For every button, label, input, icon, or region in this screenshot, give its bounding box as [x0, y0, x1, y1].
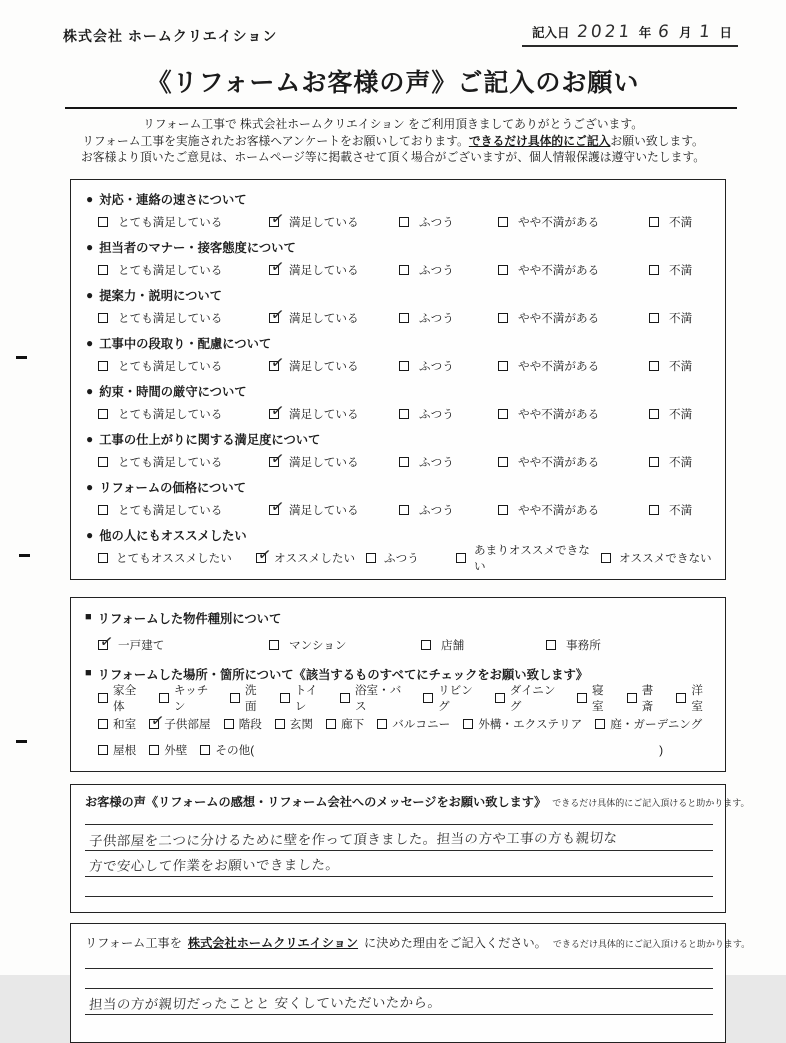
- binding-mark: [16, 740, 27, 743]
- checkbox-option[interactable]: [269, 502, 399, 518]
- checkbox-unchecked-icon[interactable]: [280, 693, 290, 703]
- survey-question: [86, 381, 715, 426]
- reason-company-name: 株式会社ホームクリエイション: [187, 935, 359, 950]
- date-label: 記入日: [532, 26, 570, 40]
- option-label: ふつう: [419, 263, 454, 277]
- handwritten-answer-line[interactable]: [85, 825, 713, 851]
- option-label: やや不満がある: [518, 455, 600, 469]
- checkbox-unchecked-icon[interactable]: [275, 719, 285, 729]
- option-label: ふつう: [419, 311, 454, 325]
- checkbox-option[interactable]: [98, 358, 269, 374]
- option-label: 不満: [669, 407, 693, 421]
- checkbox-checked-icon[interactable]: [269, 217, 279, 227]
- location-heading: ■ リフォームした場所・箇所について《該当するものすべてにチェックをお願い致します》: [85, 667, 589, 682]
- checkbox-option[interactable]: [421, 637, 546, 653]
- option-label: とてもオススメしたい: [116, 551, 232, 565]
- checkbox-unchecked-icon[interactable]: [399, 409, 409, 419]
- checkbox-option[interactable]: [498, 454, 649, 470]
- option-label: やや不満がある: [518, 311, 600, 325]
- option-label: 不満: [669, 263, 693, 277]
- handwritten-answer-line[interactable]: [85, 989, 713, 1015]
- option-label: 屋根: [113, 743, 137, 757]
- checkbox-option[interactable]: [98, 214, 269, 230]
- checkbox-unchecked-icon[interactable]: [498, 409, 508, 419]
- checkbox-option[interactable]: [230, 682, 267, 714]
- checkbox-unchecked-icon[interactable]: [399, 361, 409, 371]
- location-options: [85, 685, 713, 763]
- checkbox-checked-icon[interactable]: [269, 409, 279, 419]
- option-label: 不満: [669, 215, 693, 229]
- circle-bullet-icon: ●: [86, 288, 94, 302]
- location-row: [98, 711, 713, 737]
- survey-question: [86, 189, 715, 234]
- checkbox-unchecked-icon[interactable]: [98, 745, 108, 755]
- handwritten-text: 子供部屋を二つに分けるために壁を作って頂きました。担当の方や工事の方も親切な: [88, 829, 618, 850]
- checkbox-unchecked-icon[interactable]: [149, 745, 159, 755]
- blank-answer-line[interactable]: [85, 969, 713, 989]
- checkbox-unchecked-icon[interactable]: [98, 409, 108, 419]
- option-label: ふつう: [419, 455, 454, 469]
- checkbox-option[interactable]: [649, 358, 692, 374]
- checkbox-unchecked-icon[interactable]: [399, 217, 409, 227]
- checkbox-unchecked-icon[interactable]: [98, 553, 108, 563]
- option-label: ふつう: [384, 551, 419, 565]
- date-year-unit: 年: [638, 26, 652, 40]
- checkbox-checked-icon[interactable]: [269, 361, 279, 371]
- checkbox-option[interactable]: [399, 214, 498, 230]
- checkbox-option[interactable]: [200, 742, 254, 758]
- date-year-value: 2021: [575, 22, 633, 42]
- checkbox-option[interactable]: [498, 406, 649, 422]
- question-title: ● 他の人にもオススメしたい: [86, 528, 247, 543]
- customer-voice-heading: お客様の声《リフォームの感想・リフォーム会社へのメッセージをお願い致します》 できるだけ具体的にご記入頂けると助かります。: [85, 794, 750, 809]
- checkbox-option[interactable]: [98, 682, 146, 714]
- square-bullet-icon: ■: [85, 667, 92, 679]
- question-title: ● 対応・連絡の速さについて: [86, 192, 247, 207]
- option-label: 不満: [669, 455, 693, 469]
- checkbox-unchecked-icon[interactable]: [98, 361, 108, 371]
- checkbox-unchecked-icon[interactable]: [498, 265, 508, 275]
- checkbox-option[interactable]: [256, 550, 366, 566]
- option-label: 洋室: [691, 683, 703, 713]
- checkbox-option[interactable]: [269, 310, 399, 326]
- option-label: やや不満がある: [518, 503, 600, 517]
- checkbox-option[interactable]: [98, 310, 269, 326]
- survey-question: [86, 333, 715, 378]
- checkbox-option[interactable]: [423, 682, 482, 714]
- date-month-unit: 月: [679, 26, 692, 40]
- checkbox-unchecked-icon[interactable]: [366, 553, 376, 563]
- question-options: [98, 354, 715, 378]
- checkbox-option[interactable]: [498, 214, 649, 230]
- question-title: ● 担当者のマナー・接客態度について: [86, 240, 296, 255]
- checkbox-unchecked-icon[interactable]: [98, 217, 108, 227]
- satisfaction-survey-box: [70, 179, 726, 580]
- checkbox-unchecked-icon[interactable]: [495, 693, 505, 703]
- option-label: 一戸建て: [118, 638, 165, 652]
- survey-question: [86, 429, 715, 474]
- checkbox-option[interactable]: [399, 358, 498, 374]
- option-label: 満足している: [289, 407, 359, 421]
- option-label: 洗面: [245, 683, 257, 713]
- checkbox-checked-icon[interactable]: [256, 553, 266, 563]
- checkbox-unchecked-icon[interactable]: [98, 719, 108, 729]
- checkbox-option[interactable]: [627, 682, 664, 714]
- checkbox-unchecked-icon[interactable]: [159, 693, 169, 703]
- option-label: やや不満がある: [518, 407, 600, 421]
- checkbox-option[interactable]: [159, 682, 217, 714]
- checkbox-checked-icon[interactable]: [269, 313, 279, 323]
- checkbox-unchecked-icon[interactable]: [269, 640, 279, 650]
- option-label: とても満足している: [118, 407, 223, 421]
- square-bullet-icon: ■: [85, 611, 92, 623]
- property-type-options: [98, 633, 713, 657]
- option-label: 階段: [238, 717, 262, 731]
- circle-bullet-icon: ●: [86, 192, 94, 206]
- checkbox-unchecked-icon[interactable]: [627, 693, 637, 703]
- checkbox-unchecked-icon[interactable]: [399, 313, 409, 323]
- handwritten-answer-line[interactable]: [85, 851, 713, 877]
- question-title: ● 約束・時間の厳守について: [86, 384, 247, 399]
- checkbox-checked-icon[interactable]: [269, 505, 279, 515]
- checkbox-option[interactable]: [98, 637, 269, 653]
- question-title: ● 工事の仕上がりに関する満足度について: [86, 432, 321, 447]
- checkbox-unchecked-icon[interactable]: [98, 457, 108, 467]
- question-options: [98, 543, 715, 573]
- survey-question: [86, 525, 715, 573]
- circle-bullet-icon: ●: [86, 528, 94, 542]
- option-label: 満足している: [289, 455, 359, 469]
- reason-note: できるだけ具体的にご記入頂けると助かります。: [552, 938, 751, 949]
- checkbox-option[interactable]: [98, 262, 269, 278]
- other-close-paren: ): [659, 742, 664, 757]
- survey-question: [86, 477, 715, 522]
- option-label: オススメできない: [619, 551, 712, 565]
- company-name: 株式会社 ホームクリエイション: [63, 28, 278, 44]
- checkbox-option[interactable]: [399, 502, 498, 518]
- option-label: とても満足している: [118, 311, 223, 325]
- page-title: 《リフォームお客様の声》ご記入のお願い: [146, 69, 640, 97]
- checkbox-unchecked-icon[interactable]: [649, 409, 659, 419]
- checkbox-option[interactable]: [280, 682, 327, 714]
- checkbox-option[interactable]: [601, 550, 712, 566]
- checkbox-unchecked-icon[interactable]: [498, 505, 508, 515]
- checkbox-unchecked-icon[interactable]: [595, 719, 605, 729]
- option-label: 満足している: [289, 503, 359, 517]
- checkbox-unchecked-icon[interactable]: [326, 719, 336, 729]
- checkbox-option[interactable]: [98, 502, 269, 518]
- survey-question: [86, 237, 715, 282]
- voice-answer-area[interactable]: [85, 824, 713, 897]
- checkbox-option[interactable]: [98, 550, 256, 566]
- question-options: [98, 498, 715, 522]
- checkbox-option[interactable]: [340, 682, 410, 714]
- location-row: [98, 737, 713, 763]
- checkbox-option[interactable]: [269, 214, 399, 230]
- checkbox-option[interactable]: [269, 358, 399, 374]
- checkbox-option[interactable]: [269, 262, 399, 278]
- checkbox-unchecked-icon[interactable]: [463, 719, 473, 729]
- option-label: ダイニング: [509, 683, 556, 713]
- checkbox-unchecked-icon[interactable]: [423, 693, 433, 703]
- option-label: 玄関: [289, 717, 313, 731]
- checkbox-unchecked-icon[interactable]: [649, 361, 659, 371]
- checkbox-option[interactable]: [269, 637, 421, 653]
- checkbox-option[interactable]: [649, 214, 692, 230]
- question-options: [98, 450, 715, 474]
- intro-line-1: リフォーム工事で 株式会社ホームクリエイション をご利用頂きましてありがとうございます。: [142, 117, 644, 131]
- option-label: 庭・ガーデニング: [610, 717, 703, 731]
- checkbox-option[interactable]: [577, 682, 614, 714]
- checkbox-option[interactable]: [224, 716, 262, 732]
- checkbox-option[interactable]: [399, 454, 498, 470]
- checkbox-unchecked-icon[interactable]: [224, 719, 234, 729]
- circle-bullet-icon: ●: [86, 480, 94, 494]
- checkbox-checked-icon[interactable]: [149, 719, 159, 729]
- option-label: 店舗: [441, 638, 465, 652]
- option-label: オススメしたい: [274, 551, 356, 565]
- checkbox-unchecked-icon[interactable]: [98, 265, 108, 275]
- property-type-heading: ■ リフォームした物件種別について: [85, 611, 282, 626]
- checkbox-checked-icon[interactable]: [269, 457, 279, 467]
- checkbox-unchecked-icon[interactable]: [577, 693, 587, 703]
- option-label: ふつう: [419, 215, 454, 229]
- checkbox-option[interactable]: [366, 550, 456, 566]
- checkbox-unchecked-icon[interactable]: [498, 361, 508, 371]
- option-label: 外構・エクステリア: [478, 717, 583, 731]
- checkbox-option[interactable]: [326, 716, 364, 732]
- circle-bullet-icon: ●: [86, 336, 94, 350]
- binding-mark: [19, 554, 30, 557]
- checkbox-unchecked-icon[interactable]: [98, 505, 108, 515]
- checkbox-option[interactable]: [649, 502, 692, 518]
- checkbox-option[interactable]: [649, 262, 692, 278]
- checkbox-option[interactable]: [546, 637, 601, 653]
- checkbox-option[interactable]: [649, 406, 692, 422]
- checkbox-option[interactable]: [399, 262, 498, 278]
- option-label: とても満足している: [118, 455, 223, 469]
- checkbox-unchecked-icon[interactable]: [649, 217, 659, 227]
- option-label: あまりオススメできない: [474, 543, 590, 573]
- option-label: ふつう: [419, 503, 454, 517]
- date-day-unit: 日: [719, 26, 732, 40]
- option-label: 寝室: [591, 683, 604, 713]
- checkbox-unchecked-icon[interactable]: [98, 313, 108, 323]
- location-row: [98, 685, 713, 711]
- checkbox-unchecked-icon[interactable]: [200, 745, 210, 755]
- checkbox-checked-icon[interactable]: [98, 640, 108, 650]
- circle-bullet-icon: ●: [86, 384, 94, 398]
- checkbox-unchecked-icon[interactable]: [377, 719, 387, 729]
- date-field[interactable]: [522, 20, 738, 47]
- survey-question: [86, 285, 715, 330]
- checkbox-option[interactable]: [275, 716, 313, 732]
- question-options: [98, 402, 715, 426]
- option-label: 和室: [113, 717, 137, 731]
- question-title: ● 提案力・説明について: [86, 288, 222, 303]
- reason-heading: リフォーム工事を 株式会社ホームクリエイション に決めた理由をご記入ください。 できるだけ具体的にご記入頂けると助かります。: [85, 935, 751, 950]
- checkbox-option[interactable]: [463, 716, 582, 732]
- circle-bullet-icon: ●: [86, 240, 94, 254]
- option-label: 不満: [669, 359, 693, 373]
- property-location-box: [70, 597, 726, 772]
- checkbox-option[interactable]: [498, 262, 649, 278]
- checkbox-option[interactable]: [498, 358, 649, 374]
- checkbox-option[interactable]: [98, 716, 136, 732]
- option-label: やや不満がある: [518, 359, 600, 373]
- intro-line-3: お客様より頂いたご意見は、ホームページ等に掲載させて頂く場合がございますが、個人情報保護は遵守いたします。: [80, 150, 706, 164]
- checkbox-unchecked-icon[interactable]: [649, 313, 659, 323]
- option-label: トイレ: [294, 683, 318, 713]
- option-label: 満足している: [289, 263, 359, 277]
- checkbox-unchecked-icon[interactable]: [399, 265, 409, 275]
- checkbox-unchecked-icon[interactable]: [399, 457, 409, 467]
- binding-mark: [16, 356, 27, 359]
- option-label: とても満足している: [118, 503, 223, 517]
- handwritten-text: 担当の方が親切だったことと 安くしていただいたから。: [88, 994, 442, 1013]
- checkbox-checked-icon[interactable]: [269, 265, 279, 275]
- option-label: 満足している: [289, 359, 359, 373]
- checkbox-option[interactable]: [498, 310, 649, 326]
- question-title: ● 工事中の段取り・配慮について: [86, 336, 272, 351]
- intro-emphasis: できるだけ具体的にご記入: [468, 133, 611, 148]
- option-label: 事務所: [566, 638, 601, 652]
- intro-text: [0, 116, 786, 166]
- checkbox-unchecked-icon[interactable]: [98, 693, 108, 703]
- option-label: 外壁: [164, 743, 188, 757]
- checkbox-option[interactable]: [269, 454, 399, 470]
- checkbox-option[interactable]: [98, 454, 269, 470]
- checkbox-option[interactable]: [595, 716, 702, 732]
- checkbox-option[interactable]: [399, 406, 498, 422]
- handwritten-text: 方で安心して作業をお願いできました。: [88, 856, 340, 875]
- checkbox-unchecked-icon[interactable]: [498, 217, 508, 227]
- checkbox-option[interactable]: [149, 716, 210, 732]
- option-label: とても満足している: [118, 263, 223, 277]
- checkbox-option[interactable]: [377, 716, 450, 732]
- option-label: 子供部屋: [164, 717, 211, 731]
- option-label: バルコニー: [392, 717, 451, 731]
- option-label: リビング: [438, 683, 473, 713]
- voice-note: できるだけ具体的にご記入頂けると助かります。: [552, 797, 750, 808]
- option-label: 浴室・バス: [354, 683, 402, 713]
- option-label: 書斎: [641, 683, 654, 713]
- reason-box: [70, 923, 751, 1043]
- option-label: 不満: [669, 311, 693, 325]
- checkbox-option[interactable]: [649, 310, 692, 326]
- date-month-value: 6: [657, 22, 674, 42]
- checkbox-unchecked-icon[interactable]: [498, 313, 508, 323]
- option-label: とても満足している: [118, 215, 223, 229]
- option-label: キッチン: [173, 683, 209, 713]
- option-label: 不満: [669, 503, 693, 517]
- checkbox-option[interactable]: [649, 454, 692, 470]
- intro-line-2: リフォーム工事を実施されたお客様へアンケートをお願いしております。できるだけ具体的にご記入お願い致します。: [82, 133, 704, 148]
- checkbox-unchecked-icon[interactable]: [399, 505, 409, 515]
- checkbox-unchecked-icon[interactable]: [421, 640, 431, 650]
- checkbox-unchecked-icon[interactable]: [676, 693, 686, 703]
- reason-answer-area[interactable]: [85, 968, 713, 1015]
- option-label: 満足している: [289, 311, 359, 325]
- checkbox-unchecked-icon[interactable]: [649, 505, 659, 515]
- checkbox-unchecked-icon[interactable]: [498, 457, 508, 467]
- question-options: [98, 210, 715, 234]
- checkbox-unchecked-icon[interactable]: [649, 457, 659, 467]
- option-label: マンション: [289, 638, 347, 652]
- option-label: 廊下: [341, 717, 365, 731]
- checkbox-unchecked-icon[interactable]: [340, 693, 350, 703]
- checkbox-option[interactable]: [399, 310, 498, 326]
- title-rule: [65, 107, 737, 109]
- checkbox-option[interactable]: [676, 682, 713, 714]
- question-options: [98, 306, 715, 330]
- option-label: ふつう: [419, 407, 454, 421]
- checkbox-unchecked-icon[interactable]: [546, 640, 556, 650]
- option-label: 家全体: [113, 683, 137, 713]
- blank-answer-line[interactable]: [85, 877, 713, 897]
- date-day-value: 1: [697, 22, 714, 42]
- checkbox-option[interactable]: [98, 742, 136, 758]
- checkbox-option[interactable]: [149, 742, 187, 758]
- checkbox-option[interactable]: [498, 502, 649, 518]
- checkbox-unchecked-icon[interactable]: [230, 693, 240, 703]
- question-options: [98, 258, 715, 282]
- checkbox-option[interactable]: [98, 406, 269, 422]
- customer-voice-box: [70, 784, 750, 913]
- checkbox-unchecked-icon[interactable]: [601, 553, 611, 563]
- option-label: ふつう: [419, 359, 454, 373]
- checkbox-option[interactable]: [495, 682, 564, 714]
- page-header: [0, 0, 786, 47]
- option-label: 満足している: [289, 215, 359, 229]
- option-label: やや不満がある: [518, 215, 600, 229]
- question-title: ● リフォームの価格について: [86, 480, 246, 495]
- option-label: とても満足している: [118, 359, 223, 373]
- option-label: その他(: [215, 743, 255, 757]
- option-label: やや不満がある: [518, 263, 600, 277]
- checkbox-unchecked-icon[interactable]: [456, 553, 466, 563]
- checkbox-option[interactable]: [456, 542, 601, 574]
- checkbox-option[interactable]: [269, 406, 399, 422]
- checkbox-unchecked-icon[interactable]: [649, 265, 659, 275]
- circle-bullet-icon: ●: [86, 432, 94, 446]
